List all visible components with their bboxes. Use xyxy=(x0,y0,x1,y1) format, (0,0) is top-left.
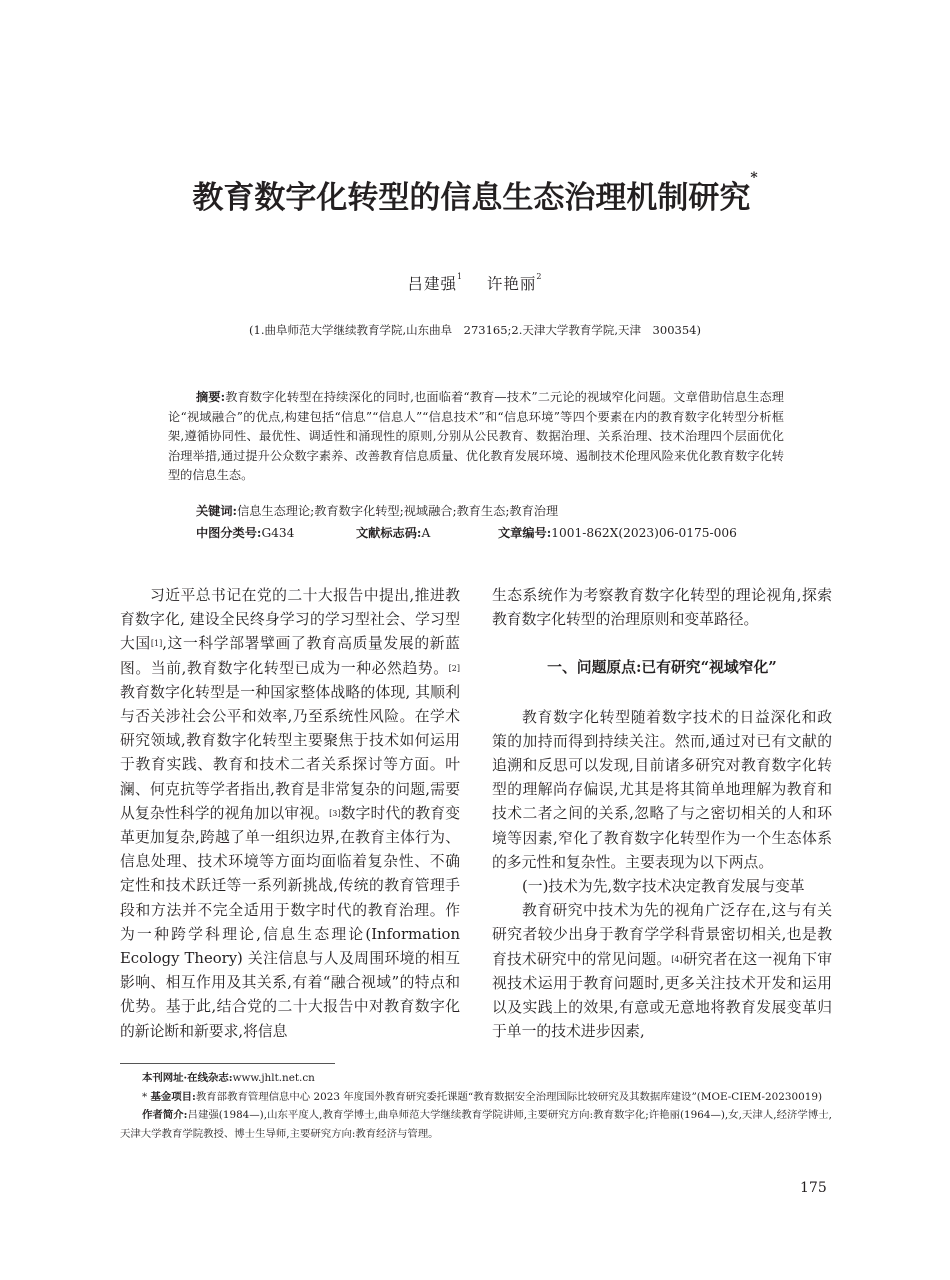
author-name: 许艳丽 xyxy=(486,275,537,293)
abstract-text: 教育数字化转型在持续深化的同时,也面临着“教育—技术”二元论的视域窄化问题。文章借助信息生态理论“视域融合”的优点,构建包括“信息”“信息人”“信息技术”和“信息环境”等四个要素在内的教育数字化转型分析框架,遵循协同性、最优性、调适性和涌现性的原则,分别从公民教育、数据治理、关系治理、技术治理四个层面优化治理举措,通过提升公众数字素养、改善教育信息质量、优化教育发展环境、遏制技术伦理风险来优化教育数字化转型的信息生态。 xyxy=(168,390,784,483)
citation: [1] xyxy=(150,639,163,649)
classification-line xyxy=(196,524,786,541)
keywords xyxy=(196,502,558,519)
citation: [2] xyxy=(448,663,460,673)
author-name: 吕建强 xyxy=(407,275,458,293)
clc-value: G434 xyxy=(261,526,295,540)
body-paragraph: 教育数字化转型随着数字技术的日益深化和政策的加持而得到持续关注。然而,通过对已有文献的追溯和反思可以发现,目前诸多研究对教育数字化转型的理解尚存偏误,尤其是将其简单地理解为教育和技术二者之间的关系,忽略了与之密切相关的人和环境等因素,窄化了教育数字化转型作为一个生态体系的多元性和复杂性。主要表现为以下两点。 xyxy=(492,708,832,871)
footnote-author: 作者简介:吕建强(1984—),山东平度人,教育学博士,曲阜师范大学继续教育学院讲师,主要研究方向:教育数字化;许艳丽(1964—),女,天津人,经济学博士,天津大学教育学院教授、博士生导师,主要研究方向:教育经济与管理。 xyxy=(120,1109,832,1140)
author-affiliation-mark: 1 xyxy=(457,272,464,281)
footnotes xyxy=(120,1069,832,1143)
body-paragraph: 习近平总书记在党的二十大报告中提出,推进教育数字化, 建设全民终身学习的学习型社会、学习型大国[1],这一科学部署擘画了教育高质量发展的新蓝图。当前,教育数字化转型已成为一种必然趋势。[2]教育数字化转型是一种国家整体战略的体现, 其顺利与否关涉社会公平和效率,乃至系统性风险。在学术研究领域,教育数字化转型主要聚焦于技术如何运用于教育实践、教育和技术二者关系探讨等方面。叶澜、何克抗等学者指出,教育是非常复杂的问题,需要从复杂性科学的视角加以审视。[3]数字时代的教育变革更加复杂,跨越了单一组织边界,在教育主体行为、信息处理、技术环境等方面均面临着复杂性、不确定性和技术跃迁等一系列新挑战,传统的教育管理手段和方法并不完全适用于数字时代的教育治理。作为一种跨学科理论,信息生态理论(Information Ecology Theory) 关注信息与人及周围环境的相互影响、相互作用及其关系,有着“融合视域”的特点和优势。基于此,结合党的二十大报告中对教育数字化的新论断和新要求,将信息 xyxy=(120,587,460,1040)
section-heading: 一、问题原点:已有研究“视域窄化” xyxy=(547,659,777,677)
subsection-heading: (一)技术为先,数字技术决定教育发展与变革 xyxy=(522,878,805,896)
article-number-value: 1001-862X(2023)06-0175-006 xyxy=(551,526,737,540)
clc-label: 中图分类号: xyxy=(196,526,262,540)
footnote-divider xyxy=(120,1063,335,1064)
keywords-label: 关键词: xyxy=(196,504,238,518)
author-affiliation-mark: 2 xyxy=(536,272,543,281)
doc-code-value: A xyxy=(421,526,431,540)
right-column xyxy=(492,584,832,1044)
abstract-label: 摘要: xyxy=(196,390,226,404)
footnote-fund: * 基金项目:教育部教育管理信息中心 2023 年度国外教育研究委托课题“教育数据安全治理国际比较研究及其数据库建设”(MOE-CIEM-20230019) xyxy=(142,1090,822,1103)
body-paragraph: 生态系统作为考察教育数字化转型的理论视角,探索教育数字化转型的治理原则和变革路径。 xyxy=(492,587,832,629)
footnote-site: 本刊网址·在线杂志:www.jhlt.net.cn xyxy=(142,1072,315,1084)
doc-code-label: 文献标志码: xyxy=(356,526,422,540)
paper-title: 教育数字化转型的信息生态治理机制研究* xyxy=(192,170,758,216)
affiliations: (1.曲阜师范大学继续教育学院,山东曲阜 273165;2.天津大学教育学院,天津 300354) xyxy=(249,323,701,337)
title-footnote-mark: * xyxy=(750,170,758,186)
author-line xyxy=(0,272,950,294)
citation: [4] xyxy=(671,954,683,964)
keywords-text: 信息生态理论;教育数字化转型;视域融合;教育生态;教育治理 xyxy=(237,504,559,518)
citation: [3] xyxy=(329,808,341,818)
left-column xyxy=(120,584,460,1044)
page-number: 175 xyxy=(800,1180,827,1196)
body-paragraph: 教育研究中技术为先的视角广泛存在,这与有关研究者较少出身于教育学学科背景密切相关,也是教育技术研究中的常见问题。[4]研究者在这一视角下审视技术运用于教育问题时,更多关注技术开发和运用以及实践上的效果,有意或无意地将教育发展变革归于单一的技术进步因素, xyxy=(492,902,832,1041)
abstract xyxy=(168,388,784,486)
article-number-label: 文章编号: xyxy=(498,526,552,540)
